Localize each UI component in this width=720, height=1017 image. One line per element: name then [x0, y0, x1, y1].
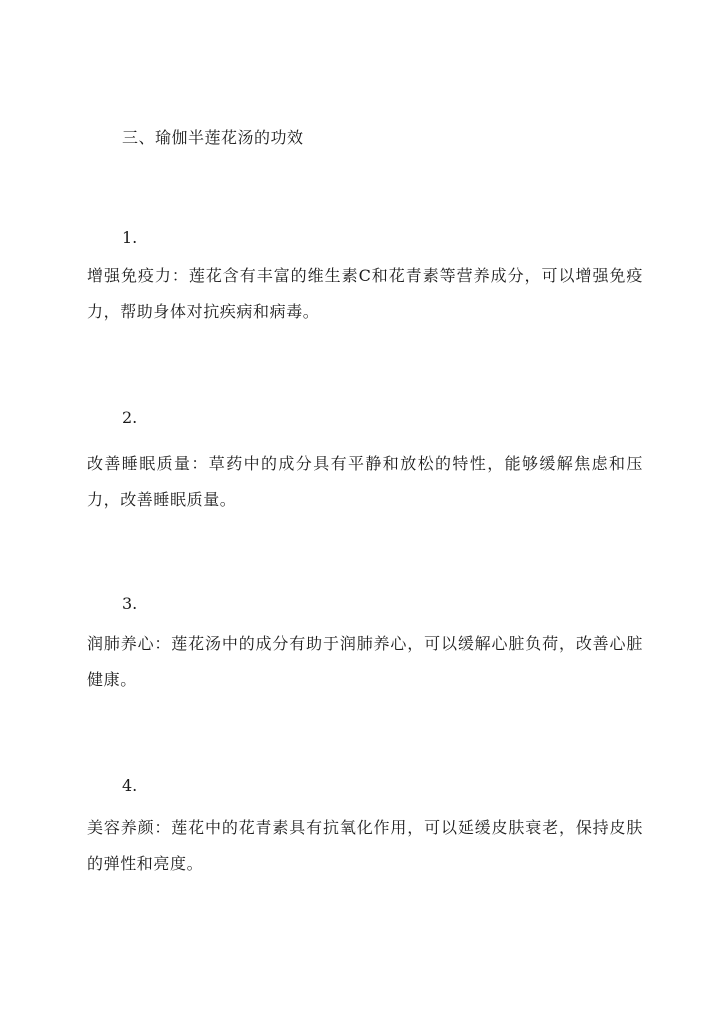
item-text-3: 润肺养心：莲花汤中的成分有助于润肺养心，可以缓解心脏负荷，改善心脏健康。 [87, 634, 643, 689]
item-number-3: 3. [122, 594, 138, 613]
item-text-1: 增强免疫力：莲花含有丰富的维生素C和花青素等营养成分，可以增强免疫力，帮助身体对抗疾病和病毒。 [87, 266, 643, 321]
section-heading: 三、瑜伽半莲花汤的功效 [122, 128, 304, 147]
item-number-4: 4. [122, 776, 138, 795]
item-number-2: 2. [122, 408, 138, 427]
item-text-2: 改善睡眠质量：草药中的成分具有平静和放松的特性，能够缓解焦虑和压力，改善睡眠质量。 [87, 454, 643, 509]
item-number-1: 1. [122, 228, 138, 247]
item-text-4: 美容养颜：莲花中的花青素具有抗氧化作用，可以延缓皮肤衰老，保持皮肤的弹性和亮度。 [87, 818, 643, 873]
